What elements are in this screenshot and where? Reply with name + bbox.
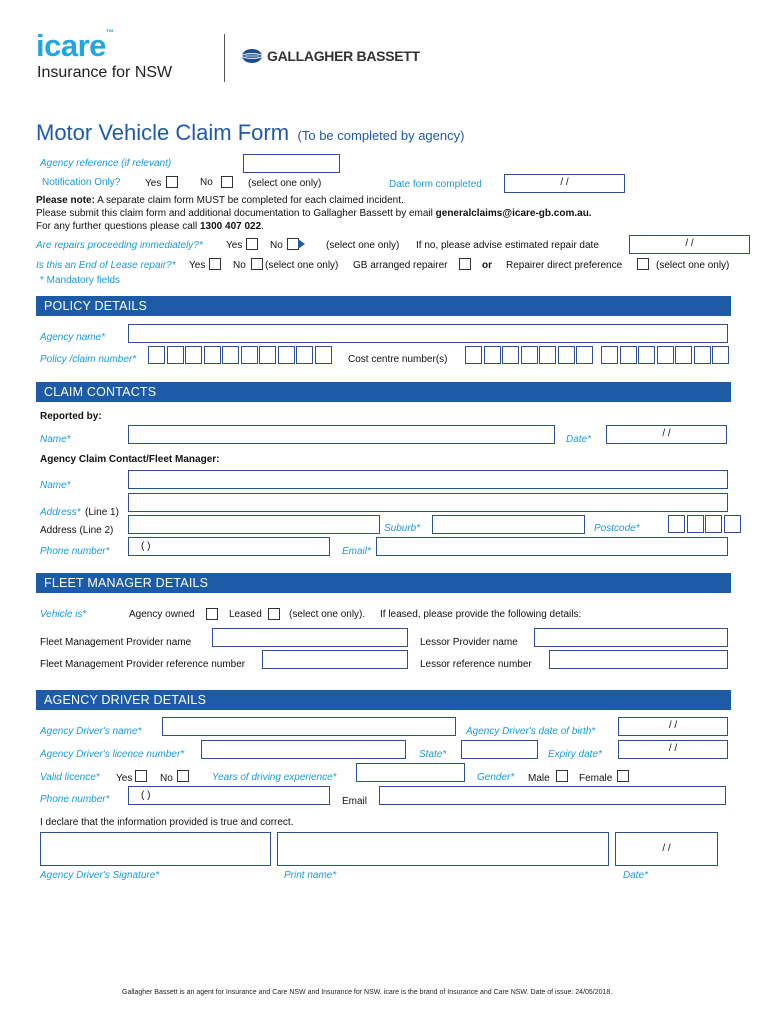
print-name-input[interactable]	[277, 832, 609, 866]
male-label: Male	[528, 773, 550, 784]
if-leased-label: If leased, please provide the following details:	[380, 609, 582, 620]
icare-subtitle: Insurance for NSW	[37, 64, 173, 81]
reporter-date-input[interactable]: / /	[606, 425, 727, 444]
lessor-name-input[interactable]	[534, 628, 728, 647]
reporter-name-input[interactable]	[128, 425, 555, 444]
policy-details-heading: POLICY DETAILS	[36, 296, 731, 316]
leased-checkbox[interactable]	[268, 608, 280, 620]
arrow-right-icon	[298, 239, 305, 249]
provider-name-input[interactable]	[212, 628, 408, 647]
driver-email-input[interactable]	[379, 786, 726, 805]
repairs-proceeding-label: Are repairs proceeding immediately?*	[36, 240, 203, 251]
female-checkbox[interactable]	[617, 770, 629, 782]
agency-owned-label: Agency owned	[129, 609, 195, 620]
questions-phone: For any further questions please call 1300 407 022.	[36, 221, 264, 232]
policy-number-cells[interactable]	[148, 346, 333, 364]
years-experience-label: Years of driving experience*	[212, 772, 337, 783]
address-line2-label: Address (Line 2)	[40, 525, 114, 536]
valid-yes-checkbox[interactable]	[135, 770, 147, 782]
repairs-select-one: (select one only)	[326, 240, 400, 251]
reporter-name-label: Name*	[40, 434, 71, 445]
vehicle-is-label: Vehicle is*	[40, 609, 87, 620]
contact-name-label: Name*	[40, 480, 71, 491]
provider-name-label: Fleet Management Provider name	[40, 637, 192, 648]
address-line2-input[interactable]	[128, 515, 380, 534]
notification-yes-checkbox[interactable]	[166, 176, 178, 188]
provider-ref-input[interactable]	[262, 650, 408, 669]
gallagher-globe-icon	[241, 48, 263, 64]
contact-name-input[interactable]	[128, 470, 728, 489]
agency-reference-input[interactable]	[243, 154, 340, 173]
leased-label: Leased	[229, 609, 262, 620]
footer-text: Gallagher Bassett is an agent for Insurance and Care NSW and Insurance for NSW. icare is the brand of Insurance and Care NSW. Date of issue: 24/05/2018.	[122, 989, 613, 996]
end-of-lease-label: Is this an End of Lease repair?*	[36, 260, 176, 271]
driver-licence-label: Agency Driver's licence number*	[40, 749, 185, 760]
gallagher-bassett-logo: GALLAGHER BASSETT	[241, 48, 420, 64]
declaration-date-label: Date*	[623, 870, 649, 881]
driver-name-label: Agency Driver's name*	[40, 726, 142, 737]
agency-contact-label: Agency Claim Contact/Fleet Manager:	[40, 454, 220, 465]
driver-dob-label: Agency Driver's date of birth*	[466, 726, 596, 737]
reporter-date-label: Date*	[566, 434, 592, 445]
agency-name-input[interactable]	[128, 324, 728, 343]
agency-reference-label: Agency reference (if relevant)	[40, 158, 172, 169]
lease-no-checkbox[interactable]	[251, 258, 263, 270]
print-name-label: Print name*	[284, 870, 337, 881]
claim-contacts-heading: CLAIM CONTACTS	[36, 382, 731, 402]
driver-dob-input[interactable]: / /	[618, 717, 728, 736]
agency-driver-heading: AGENCY DRIVER DETAILS	[36, 690, 731, 710]
signature-input[interactable]	[40, 832, 271, 866]
notification-yes-label: Yes	[145, 178, 162, 189]
repairer-direct-checkbox[interactable]	[637, 258, 649, 270]
expiry-input[interactable]: / /	[618, 740, 728, 759]
date-form-completed-input[interactable]: / /	[504, 174, 625, 193]
declaration-date-input[interactable]: / /	[615, 832, 718, 866]
logo-divider	[224, 34, 225, 82]
cost-centre-cells-b[interactable]	[601, 346, 731, 364]
icare-logo: icare™	[36, 28, 114, 63]
address-line1-input[interactable]	[128, 493, 728, 512]
notification-only-label: Notification Only?	[42, 177, 121, 188]
declaration-text: I declare that the information provided is true and correct.	[40, 817, 294, 828]
valid-no-checkbox[interactable]	[177, 770, 189, 782]
driver-name-input[interactable]	[162, 717, 456, 736]
signature-label: Agency Driver's Signature*	[40, 870, 160, 881]
contact-phone-input[interactable]: ( )	[128, 537, 330, 556]
repairer-select-one: (select one only)	[656, 260, 730, 271]
repairs-yes-label: Yes	[226, 240, 243, 251]
fleet-manager-heading: FLEET MANAGER DETAILS	[36, 573, 731, 593]
provider-ref-label: Fleet Management Provider reference number	[40, 659, 246, 670]
lease-yes-label: Yes	[189, 260, 206, 271]
repairs-yes-checkbox[interactable]	[246, 238, 258, 250]
postcode-cells[interactable]	[668, 515, 742, 533]
agency-owned-checkbox[interactable]	[206, 608, 218, 620]
valid-licence-label: Valid licence*	[40, 772, 100, 783]
please-note: Please note: A separate claim form MUST be completed for each claimed incident.	[36, 195, 404, 206]
state-input[interactable]	[461, 740, 538, 759]
address-line1-label: Address* (Line 1)	[40, 507, 119, 518]
notification-no-label: No	[200, 177, 213, 188]
vehicle-select-one: (select one only).	[289, 609, 366, 620]
cost-centre-label: Cost centre number(s)	[348, 354, 448, 365]
estimated-repair-date-input[interactable]: / /	[629, 235, 750, 254]
date-form-completed-label: Date form completed	[389, 179, 482, 190]
gb-arranged-checkbox[interactable]	[459, 258, 471, 270]
driver-phone-input[interactable]: ( )	[128, 786, 330, 805]
gb-arranged-label: GB arranged repairer	[353, 260, 448, 271]
years-experience-input[interactable]	[356, 763, 465, 782]
valid-no-label: No	[160, 773, 173, 784]
form-title: Motor Vehicle Claim Form (To be completed by agency)	[36, 120, 465, 145]
valid-yes-label: Yes	[116, 773, 133, 784]
postcode-label: Postcode*	[594, 523, 640, 534]
driver-email-label: Email	[342, 796, 368, 807]
suburb-label: Suburb*	[384, 523, 421, 534]
cost-centre-cells-a[interactable]	[465, 346, 595, 364]
contact-phone-label: Phone number*	[40, 546, 110, 557]
or-label: or	[482, 260, 492, 271]
expiry-label: Expiry date*	[548, 749, 602, 760]
lease-yes-checkbox[interactable]	[209, 258, 221, 270]
mandatory-note: * Mandatory fields	[40, 275, 121, 286]
repair-date-advice: If no, please advise estimated repair date	[416, 240, 599, 251]
lessor-ref-input[interactable]	[549, 650, 728, 669]
notification-no-checkbox[interactable]	[221, 176, 233, 188]
repairs-no-label: No	[270, 240, 283, 251]
notification-select-one: (select one only)	[248, 178, 322, 189]
submit-email-link[interactable]: generalclaims@icare-gb.com.au.	[435, 208, 592, 219]
state-label: State*	[419, 749, 447, 760]
male-checkbox[interactable]	[556, 770, 568, 782]
reported-by-label: Reported by:	[40, 411, 102, 422]
female-label: Female	[579, 773, 613, 784]
lessor-ref-label: Lessor reference number	[420, 659, 532, 670]
repairer-direct-label: Repairer direct preference	[506, 260, 623, 271]
submit-instructions: Please submit this claim form and additional documentation to Gallagher Bassett by email generalclaims@icare-gb.com.au.	[36, 208, 592, 219]
lessor-name-label: Lessor Provider name	[420, 637, 518, 648]
contact-email-input[interactable]	[376, 537, 728, 556]
driver-licence-input[interactable]	[201, 740, 406, 759]
gender-label: Gender*	[477, 772, 515, 783]
suburb-input[interactable]	[432, 515, 585, 534]
agency-name-label: Agency name*	[40, 332, 106, 343]
driver-phone-label: Phone number*	[40, 794, 110, 805]
lease-select-one: (select one only)	[265, 260, 339, 271]
lease-no-label: No	[233, 260, 246, 271]
policy-number-label: Policy /claim number*	[40, 354, 137, 365]
contact-email-label: Email*	[342, 546, 371, 557]
